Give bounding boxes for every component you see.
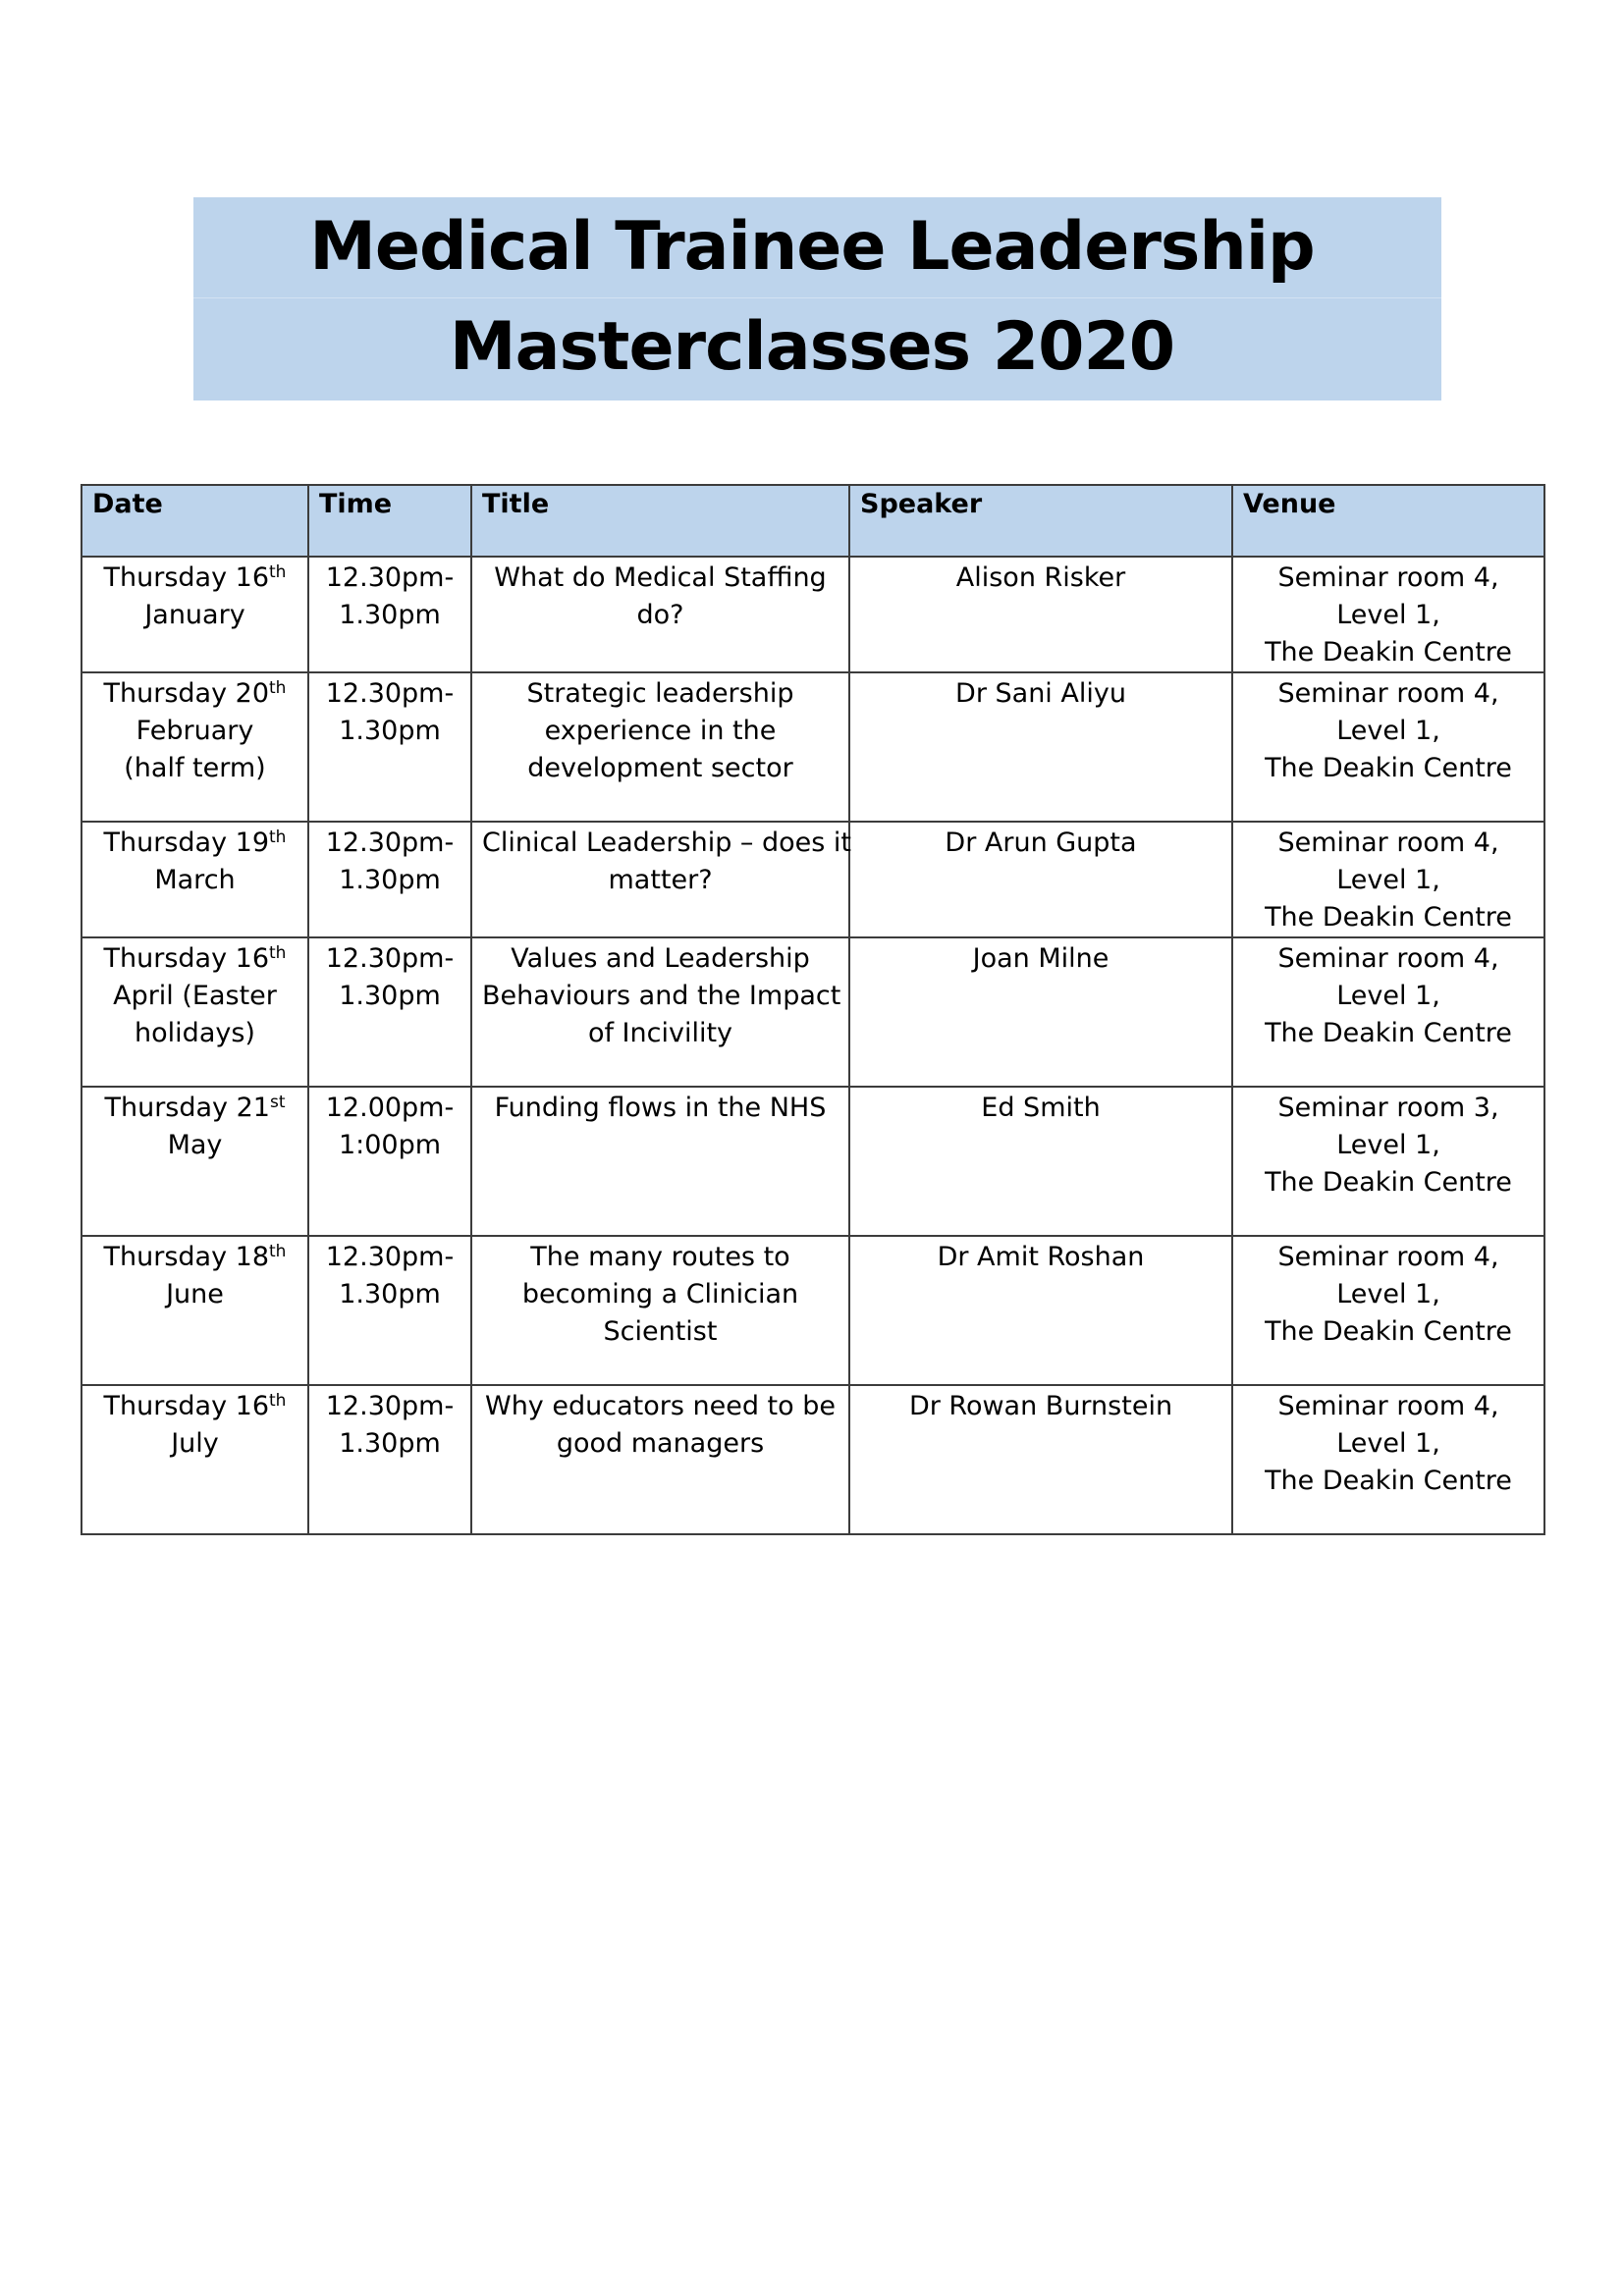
venue-line: Level 1,: [1336, 865, 1440, 895]
time-cell: [308, 937, 471, 1087]
date-day: Thursday 16: [103, 562, 270, 593]
venue-cell: [1232, 557, 1544, 672]
date-day: Thursday 16: [103, 943, 270, 974]
session-title-line: experience in the: [544, 716, 777, 746]
venue-line: Seminar room 4,: [1277, 1391, 1499, 1421]
speaker-cell: [849, 672, 1232, 822]
session-title-line: becoming a Clinician: [521, 1279, 799, 1309]
date-line: [92, 940, 298, 978]
date-line: [92, 1239, 298, 1276]
venue-line: The Deakin Centre: [1265, 1316, 1512, 1347]
session-title-line: The many routes to: [530, 1242, 790, 1272]
venue-line: Level 1,: [1336, 1428, 1440, 1459]
speaker-name: Dr Rowan Burnstein: [908, 1391, 1173, 1421]
time-line: 1.30pm: [339, 1279, 441, 1309]
time-cell: [308, 822, 471, 937]
session-title-cell: [471, 1385, 849, 1534]
title-divider: [193, 297, 1441, 298]
venue-cell: [1232, 822, 1544, 937]
session-title-cell: [471, 557, 849, 672]
session-title-line: Clinical Leadership – does it: [482, 828, 852, 858]
speaker-cell: [849, 1236, 1232, 1385]
session-title-cell: [471, 937, 849, 1087]
date-line: July: [171, 1428, 219, 1459]
venue-cell: [1232, 1087, 1544, 1236]
venue-line: Seminar room 4,: [1277, 562, 1499, 593]
date-line: April (Easter: [113, 981, 277, 1011]
date-cell: [81, 937, 308, 1087]
time-line: 12.30pm-: [325, 943, 455, 974]
schedule-table: [81, 484, 1545, 1535]
speaker-cell: [849, 937, 1232, 1087]
date-line: June: [166, 1279, 224, 1309]
session-title-line: Scientist: [603, 1316, 718, 1347]
venue-line: Level 1,: [1336, 716, 1440, 746]
venue-cell: [1232, 672, 1544, 822]
date-line: [92, 675, 298, 713]
table-row: [81, 557, 1544, 672]
speaker-cell: [849, 1385, 1232, 1534]
date-ordinal-suffix: th: [269, 1391, 287, 1411]
session-title-line: Funding flows in the NHS: [494, 1093, 827, 1123]
date-line: (half term): [124, 753, 266, 783]
table-row: [81, 1385, 1544, 1534]
date-line: [92, 1388, 298, 1425]
table-row: [81, 672, 1544, 822]
column-header-date: Date: [81, 485, 308, 557]
date-ordinal-suffix: th: [269, 1242, 287, 1261]
time-cell: [308, 557, 471, 672]
venue-line: Seminar room 3,: [1277, 1093, 1499, 1123]
session-title-line: Values and Leadership: [511, 943, 810, 974]
date-day: Thursday 21: [104, 1093, 270, 1123]
table-row: [81, 822, 1544, 937]
venue-line: Level 1,: [1336, 1130, 1440, 1160]
venue-line: The Deakin Centre: [1265, 637, 1512, 667]
time-cell: [308, 1087, 471, 1236]
time-line: 1.30pm: [339, 1428, 441, 1459]
column-header-speaker: Speaker: [849, 485, 1232, 557]
venue-line: Seminar room 4,: [1277, 943, 1499, 974]
speaker-name: Alison Risker: [955, 562, 1126, 593]
speaker-cell: [849, 822, 1232, 937]
time-line: 12.30pm-: [325, 1242, 455, 1272]
venue-line: Seminar room 4,: [1277, 828, 1499, 858]
date-ordinal-suffix: th: [269, 943, 287, 963]
date-cell: [81, 1236, 308, 1385]
title-block: [0, 0, 1624, 412]
date-line: February: [135, 716, 254, 746]
venue-line: The Deakin Centre: [1265, 1466, 1512, 1496]
session-title-cell: [471, 1087, 849, 1236]
date-ordinal-suffix: th: [269, 828, 287, 847]
speaker-name: Ed Smith: [981, 1093, 1101, 1123]
date-line: [92, 560, 298, 597]
time-cell: [308, 1385, 471, 1534]
time-line: 1.30pm: [339, 865, 441, 895]
session-title-line: of Incivility: [587, 1018, 733, 1048]
date-day: Thursday 19: [103, 828, 270, 858]
venue-line: The Deakin Centre: [1265, 753, 1512, 783]
time-line: 12.30pm-: [325, 678, 455, 709]
speaker-name: Joan Milne: [972, 943, 1110, 974]
date-day: Thursday 20: [103, 678, 270, 709]
venue-line: Level 1,: [1336, 1279, 1440, 1309]
table-row: [81, 937, 1544, 1087]
time-line: 12.30pm-: [325, 828, 455, 858]
venue-line: The Deakin Centre: [1265, 902, 1512, 933]
table-header: [81, 485, 1544, 557]
time-line: 1.30pm: [339, 716, 441, 746]
venue-cell: [1232, 1385, 1544, 1534]
date-line: March: [154, 865, 236, 895]
date-day: Thursday 16: [103, 1391, 270, 1421]
table-row: [81, 1087, 1544, 1236]
date-ordinal-suffix: st: [269, 1093, 286, 1112]
speaker-name: Dr Amit Roshan: [937, 1242, 1145, 1272]
date-cell: [81, 557, 308, 672]
time-line: 12.30pm-: [325, 562, 455, 593]
time-line: 1.30pm: [339, 600, 441, 630]
session-title-line: What do Medical Staffing: [494, 562, 827, 593]
time-line: 12.00pm-: [325, 1093, 455, 1123]
venue-line: Level 1,: [1336, 981, 1440, 1011]
time-cell: [308, 1236, 471, 1385]
speaker-cell: [849, 557, 1232, 672]
time-line: 1.30pm: [339, 981, 441, 1011]
header-row: [81, 485, 1544, 557]
date-line: holidays): [135, 1018, 255, 1048]
venue-cell: [1232, 937, 1544, 1087]
date-line: [92, 825, 298, 862]
session-title-line: Strategic leadership: [526, 678, 794, 709]
venue-line: Seminar room 4,: [1277, 1242, 1499, 1272]
session-title-line: do?: [636, 600, 684, 630]
time-line: 1:00pm: [338, 1130, 442, 1160]
date-ordinal-suffix: th: [269, 562, 287, 582]
date-line: [92, 1090, 298, 1127]
column-header-time: Time: [308, 485, 471, 557]
table-body: [81, 557, 1544, 1534]
document-title-line-1: Medical Trainee Leadership: [309, 208, 1315, 286]
date-cell: [81, 1087, 308, 1236]
date-line: January: [144, 600, 245, 630]
session-title-line: good managers: [556, 1428, 765, 1459]
speaker-name: Dr Arun Gupta: [945, 828, 1137, 858]
date-ordinal-suffix: th: [269, 678, 287, 698]
table-row: [81, 1236, 1544, 1385]
column-header-venue: Venue: [1232, 485, 1544, 557]
session-title-line: development sector: [527, 753, 793, 783]
date-cell: [81, 1385, 308, 1534]
session-title-cell: [471, 672, 849, 822]
session-title-line: Why educators need to be: [485, 1391, 836, 1421]
venue-cell: [1232, 1236, 1544, 1385]
date-day: Thursday 18: [103, 1242, 270, 1272]
session-title-line: Behaviours and the Impact: [482, 981, 841, 1011]
session-title-cell: [471, 1236, 849, 1385]
speaker-name: Dr Sani Aliyu: [955, 678, 1126, 709]
venue-line: The Deakin Centre: [1265, 1167, 1512, 1198]
date-cell: [81, 672, 308, 822]
date-line: May: [167, 1130, 223, 1160]
venue-line: Seminar room 4,: [1277, 678, 1499, 709]
session-title-line: matter?: [608, 865, 713, 895]
session-title-cell: [471, 822, 852, 937]
speaker-cell: [849, 1087, 1232, 1236]
venue-line: The Deakin Centre: [1265, 1018, 1512, 1048]
document-title-line-2: Masterclasses 2020: [449, 308, 1175, 386]
time-line: 12.30pm-: [325, 1391, 455, 1421]
venue-line: Level 1,: [1336, 600, 1440, 630]
date-cell: [81, 822, 308, 937]
time-cell: [308, 672, 471, 822]
column-header-title: Title: [471, 485, 849, 557]
